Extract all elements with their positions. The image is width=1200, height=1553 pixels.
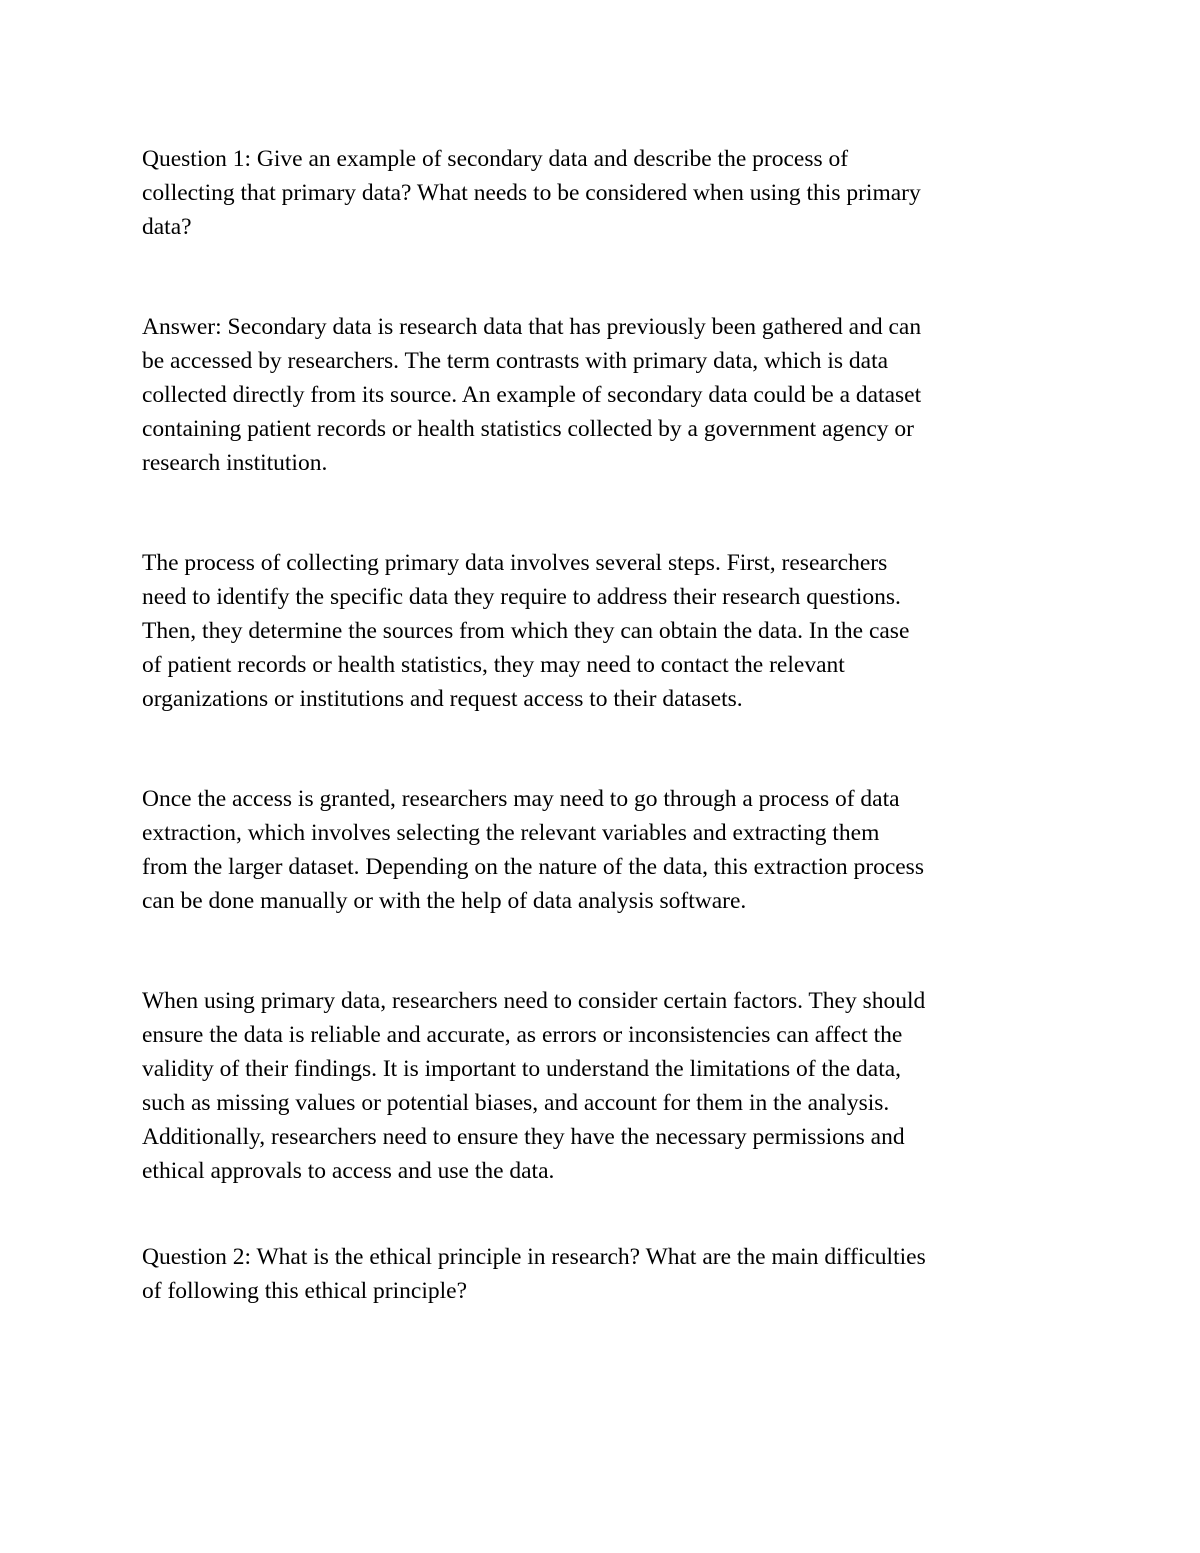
- answer-1-extraction: Once the access is granted, researchers may need to go through a process of data extraction, which involves selecting the relevant variables and extracting them from the larger dataset. Depending on the nature of the data, this extraction process can be done manually or with the help of data analysis software.: [142, 786, 924, 914]
- document-body: [142, 142, 1062, 1308]
- question-1: Question 1: Give an example of secondary data and describe the process of collecting that primary data? What needs to be considered when using this primary data?: [142, 146, 921, 240]
- answer-1-process: The process of collecting primary data involves several steps. First, researchers need to identify the specific data they require to address their research questions. Then, they determine the sources from which they can obtain the data. In the case of patient records or health statistics, they may need to contact the relevant organizations or institutions and request access to their datasets.: [142, 550, 910, 712]
- question-2: Question 2: What is the ethical principle in research? What are the main difficulties of following this ethical principle?: [142, 1244, 926, 1304]
- answer-1-considerations: When using primary data, researchers need to consider certain factors. They should ensure the data is reliable and accurate, as errors or inconsistencies can affect the validity of their findings. It is important to understand the limitations of the data, such as missing values or potential biases, and account for them in the analysis. Additionally, researchers need to ensure they have the necessary permissions and ethical approvals to access and use the data.: [142, 988, 926, 1184]
- answer-1-intro: Answer: Secondary data is research data that has previously been gathered and can be accessed by researchers. The term contrasts with primary data, which is data collected directly from its source. An example of secondary data could be a dataset containing patient records or health statistics collected by a government agency or research institution.: [142, 314, 922, 476]
